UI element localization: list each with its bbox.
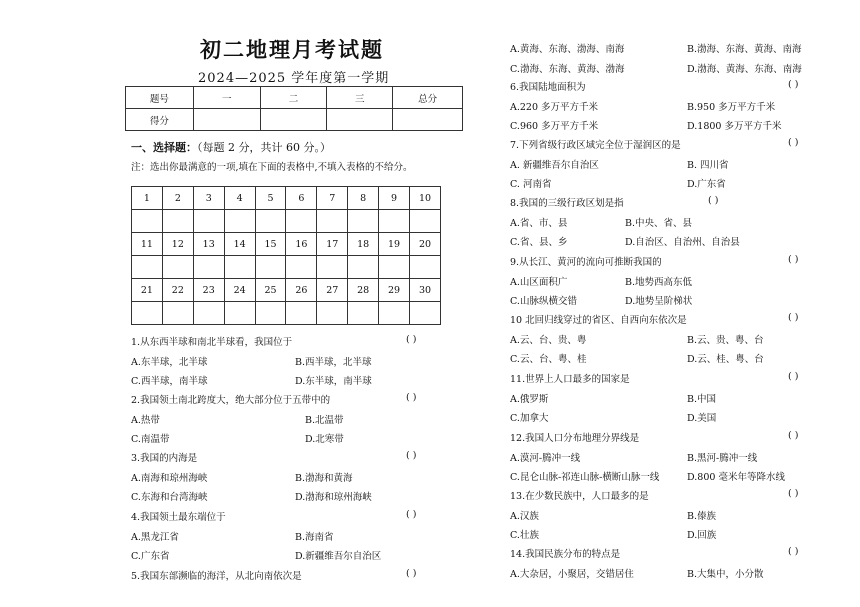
grid-number-cell: 3 xyxy=(193,187,224,210)
option-C[interactable]: C.山脉纵横交错 xyxy=(510,296,577,307)
grid-answer-cell[interactable] xyxy=(162,210,193,233)
option-C[interactable]: C.壮族 xyxy=(510,530,539,541)
grid-number-cell: 28 xyxy=(348,279,379,302)
grid-number-cell: 18 xyxy=(348,233,379,256)
answer-paren[interactable]: ( ) xyxy=(406,450,417,461)
section-points-note: （每题 2 分，共计 60 分。） xyxy=(197,141,331,154)
answer-paren[interactable]: ( ) xyxy=(406,392,417,403)
grid-answer-cell[interactable] xyxy=(162,256,193,279)
option-A[interactable]: A.热带 xyxy=(131,414,160,426)
grid-answer-cell[interactable] xyxy=(162,302,193,325)
option-C[interactable]: C. 河南省 xyxy=(510,179,552,190)
grid-answer-cell[interactable] xyxy=(286,210,317,233)
question-stem: 12.我国人口分布地理分界线是 xyxy=(510,433,640,444)
grid-answer-cell[interactable] xyxy=(255,302,286,325)
option-A[interactable]: A. 新疆维吾尔自治区 xyxy=(510,159,599,171)
option-B[interactable]: B.黑河-腾冲一线 xyxy=(687,452,758,464)
option-B[interactable]: B.海南省 xyxy=(295,531,334,543)
grid-answer-cell[interactable] xyxy=(348,302,379,325)
option-D[interactable]: D.渤海和琼州海峡 xyxy=(295,492,372,503)
option-A[interactable]: A.黄海、东海、渤海、南海 xyxy=(510,44,625,55)
grid-number-cell: 6 xyxy=(286,187,317,210)
question-stem: 6.我国陆地面积为 xyxy=(510,82,586,93)
option-D[interactable]: D.北寒带 xyxy=(305,434,344,445)
option-A[interactable]: A.南海和琼州海峡 xyxy=(131,472,208,484)
option-C[interactable]: C.960 多万平方千米 xyxy=(510,121,599,132)
question-stem: 2.我国领土南北跨度大，绝大部分位于五带中的 xyxy=(131,395,331,406)
option-A[interactable]: A.汉族 xyxy=(510,510,539,522)
grid-number-cell: 25 xyxy=(255,279,286,302)
grid-number-cell: 23 xyxy=(193,279,224,302)
grid-number-cell: 16 xyxy=(286,233,317,256)
score-header-2: 二 xyxy=(260,87,327,109)
question-stem: 13.在少数民族中，人口最多的是 xyxy=(510,491,649,502)
option-C[interactable]: C.加拿大 xyxy=(510,413,549,424)
score-cell[interactable] xyxy=(260,109,327,131)
grid-answer-cell[interactable] xyxy=(255,256,286,279)
score-cell[interactable] xyxy=(393,109,463,131)
grid-answer-cell[interactable] xyxy=(255,210,286,233)
question-stem: 5.我国东部濒临的海洋，从北向南依次是 xyxy=(131,571,302,582)
answer-paren[interactable]: ( ) xyxy=(406,568,417,579)
question-stem: 11.世界上人口最多的国家是 xyxy=(510,374,630,385)
answer-paren[interactable]: ( ) xyxy=(788,79,799,90)
grid-number-cell: 30 xyxy=(410,279,441,302)
option-C[interactable]: C.渤海、东海、黄海、渤海 xyxy=(510,63,625,75)
answer-paren[interactable]: ( ) xyxy=(788,488,799,499)
score-cell[interactable] xyxy=(193,109,260,131)
answer-paren[interactable]: ( ) xyxy=(788,371,799,382)
grid-number-cell: 11 xyxy=(132,233,163,256)
answer-paren[interactable]: ( ) xyxy=(788,254,799,265)
option-D[interactable]: D.新疆维吾尔自治区 xyxy=(295,551,382,562)
option-B[interactable]: B.中央、省、县 xyxy=(625,217,693,229)
grid-number-cell: 2 xyxy=(162,187,193,210)
question-stem: 7.下列省级行政区域完全位于湿润区的是 xyxy=(510,140,681,151)
answer-paren[interactable]: ( ) xyxy=(406,334,417,345)
option-D[interactable]: D.东半球，南半球 xyxy=(295,376,372,387)
option-D[interactable]: D.800 毫米年等降水线 xyxy=(687,472,785,483)
grid-number-cell: 17 xyxy=(317,233,348,256)
exam-subtitle: 2024—2025 学年度第一学期 xyxy=(198,71,390,86)
grid-number-cell: 21 xyxy=(132,279,163,302)
question-stem: 14.我国民族分布的特点是 xyxy=(510,549,621,560)
option-C[interactable]: C.广东省 xyxy=(131,551,170,562)
grid-answer-cell[interactable] xyxy=(379,210,410,233)
grid-answer-cell[interactable] xyxy=(224,302,255,325)
question-stem: 10 北回归线穿过的省区、自西向东依次是 xyxy=(510,315,687,326)
option-A[interactable]: A.云、台、贵、粤 xyxy=(510,334,587,346)
option-D[interactable]: D.自治区、自治州、自治县 xyxy=(625,237,740,248)
grid-answer-cell[interactable] xyxy=(379,256,410,279)
section-heading xyxy=(131,139,331,155)
answer-grid xyxy=(131,186,441,325)
grid-number-cell: 9 xyxy=(379,187,410,210)
option-C[interactable]: C.云、台、粤、桂 xyxy=(510,354,587,365)
answer-paren[interactable]: ( ) xyxy=(788,430,799,441)
score-header-label: 题号 xyxy=(126,87,194,109)
grid-answer-cell[interactable] xyxy=(348,256,379,279)
grid-answer-cell[interactable] xyxy=(193,302,224,325)
score-header-3: 三 xyxy=(327,87,393,109)
option-A[interactable]: A.220 多万平方千米 xyxy=(510,101,599,113)
grid-answer-cell[interactable] xyxy=(410,210,441,233)
option-D[interactable]: D.地势呈阶梯状 xyxy=(625,296,693,307)
option-A[interactable]: A.大杂居，小聚居，交错居住 xyxy=(510,568,634,580)
grid-number-cell: 15 xyxy=(255,233,286,256)
answer-paren[interactable]: ( ) xyxy=(788,312,799,323)
option-D[interactable]: D.1800 多万平方千米 xyxy=(687,121,782,132)
option-D[interactable]: D.渤海、黄海、东海、南海 xyxy=(687,63,802,75)
grid-number-cell: 19 xyxy=(379,233,410,256)
grid-answer-cell[interactable] xyxy=(132,256,163,279)
grid-number-cell: 7 xyxy=(317,187,348,210)
grid-answer-cell[interactable] xyxy=(410,256,441,279)
grid-answer-cell[interactable] xyxy=(193,210,224,233)
grid-number-cell: 20 xyxy=(410,233,441,256)
option-B[interactable]: B.北温带 xyxy=(305,414,344,426)
option-B[interactable]: B.大集中，小分散 xyxy=(687,568,764,580)
grid-number-cell: 5 xyxy=(255,187,286,210)
option-B[interactable]: B.中国 xyxy=(687,393,717,405)
score-table xyxy=(125,86,463,131)
grid-number-cell: 13 xyxy=(193,233,224,256)
answer-paren[interactable]: ( ) xyxy=(406,509,417,520)
option-D[interactable]: D.云、桂、粤、台 xyxy=(687,354,764,365)
score-row-label: 得分 xyxy=(126,109,194,131)
option-B[interactable]: B.渤海、东海、黄海、南海 xyxy=(687,44,802,55)
grid-number-cell: 29 xyxy=(379,279,410,302)
grid-answer-cell[interactable] xyxy=(132,210,163,233)
grid-number-cell: 24 xyxy=(224,279,255,302)
option-B[interactable]: B. 四川省 xyxy=(687,159,729,171)
grid-number-cell: 26 xyxy=(286,279,317,302)
option-D[interactable]: D.美国 xyxy=(687,413,717,424)
grid-answer-cell[interactable] xyxy=(286,256,317,279)
question-stem: 8.我国的三级行政区划是指 xyxy=(510,198,624,209)
option-D[interactable]: D.广东省 xyxy=(687,179,726,190)
section-instruction: 注：选出你最满意的一项,填在下面的表格中,不填入表格的不给分。 xyxy=(131,162,413,173)
grid-answer-cell[interactable] xyxy=(317,210,348,233)
answer-paren[interactable]: ( ) xyxy=(788,137,799,148)
answer-paren[interactable]: ( ) xyxy=(708,195,719,206)
grid-answer-cell[interactable] xyxy=(317,302,348,325)
option-C[interactable]: C.省、县、乡 xyxy=(510,237,568,248)
option-B[interactable]: B.西半球，北半球 xyxy=(295,356,372,368)
question-stem: 3.我国的内海是 xyxy=(131,453,198,464)
grid-answer-cell[interactable] xyxy=(224,256,255,279)
option-B[interactable]: B.傣族 xyxy=(687,510,717,522)
grid-answer-cell[interactable] xyxy=(348,210,379,233)
grid-number-cell: 1 xyxy=(132,187,163,210)
grid-answer-cell[interactable] xyxy=(286,302,317,325)
grid-answer-cell[interactable] xyxy=(379,302,410,325)
grid-number-cell: 10 xyxy=(410,187,441,210)
grid-answer-cell[interactable] xyxy=(410,302,441,325)
grid-number-cell: 14 xyxy=(224,233,255,256)
grid-number-cell: 22 xyxy=(162,279,193,302)
option-B[interactable]: B.地势西高东低 xyxy=(625,276,693,288)
option-C[interactable]: C.南温带 xyxy=(131,434,170,445)
grid-answer-cell[interactable] xyxy=(224,210,255,233)
grid-number-cell: 4 xyxy=(224,187,255,210)
score-header-total: 总分 xyxy=(393,87,463,109)
option-C[interactable]: C.东海和台湾海峡 xyxy=(131,492,208,503)
option-D[interactable]: D.回族 xyxy=(687,530,717,541)
question-stem: 1.从东西半球和南北半球看，我国位于 xyxy=(131,337,293,348)
grid-answer-cell[interactable] xyxy=(317,256,348,279)
option-A[interactable]: A.漠河-腾冲一线 xyxy=(510,452,581,464)
section-title: 一、选择题： xyxy=(131,141,197,154)
answer-paren[interactable]: ( ) xyxy=(788,546,799,557)
option-A[interactable]: A.山区面积广 xyxy=(510,276,568,288)
option-A[interactable]: A.省、市、县 xyxy=(510,217,568,229)
score-cell[interactable] xyxy=(327,109,393,131)
grid-answer-cell[interactable] xyxy=(132,302,163,325)
exam-title: 初二地理月考试题 xyxy=(200,37,384,62)
option-C[interactable]: C.西半球，南半球 xyxy=(131,376,208,387)
option-A[interactable]: A.黑龙江省 xyxy=(131,531,179,543)
grid-number-cell: 12 xyxy=(162,233,193,256)
question-stem: 4.我国领土最东端位于 xyxy=(131,512,226,523)
option-A[interactable]: A.东半球，北半球 xyxy=(131,356,208,368)
question-stem: 9.从长江、黄河的流向可推断我国的 xyxy=(510,257,662,268)
option-B[interactable]: B.云、贵、粤、台 xyxy=(687,334,764,346)
option-B[interactable]: B.渤海和黄海 xyxy=(295,472,353,484)
score-header-1: 一 xyxy=(193,87,260,109)
option-A[interactable]: A.俄罗斯 xyxy=(510,393,549,405)
grid-number-cell: 8 xyxy=(348,187,379,210)
grid-answer-cell[interactable] xyxy=(193,256,224,279)
grid-number-cell: 27 xyxy=(317,279,348,302)
option-C[interactable]: C.昆仑山脉-祁连山脉-横断山脉一线 xyxy=(510,472,660,483)
option-B[interactable]: B.950 多万平方千米 xyxy=(687,101,776,113)
